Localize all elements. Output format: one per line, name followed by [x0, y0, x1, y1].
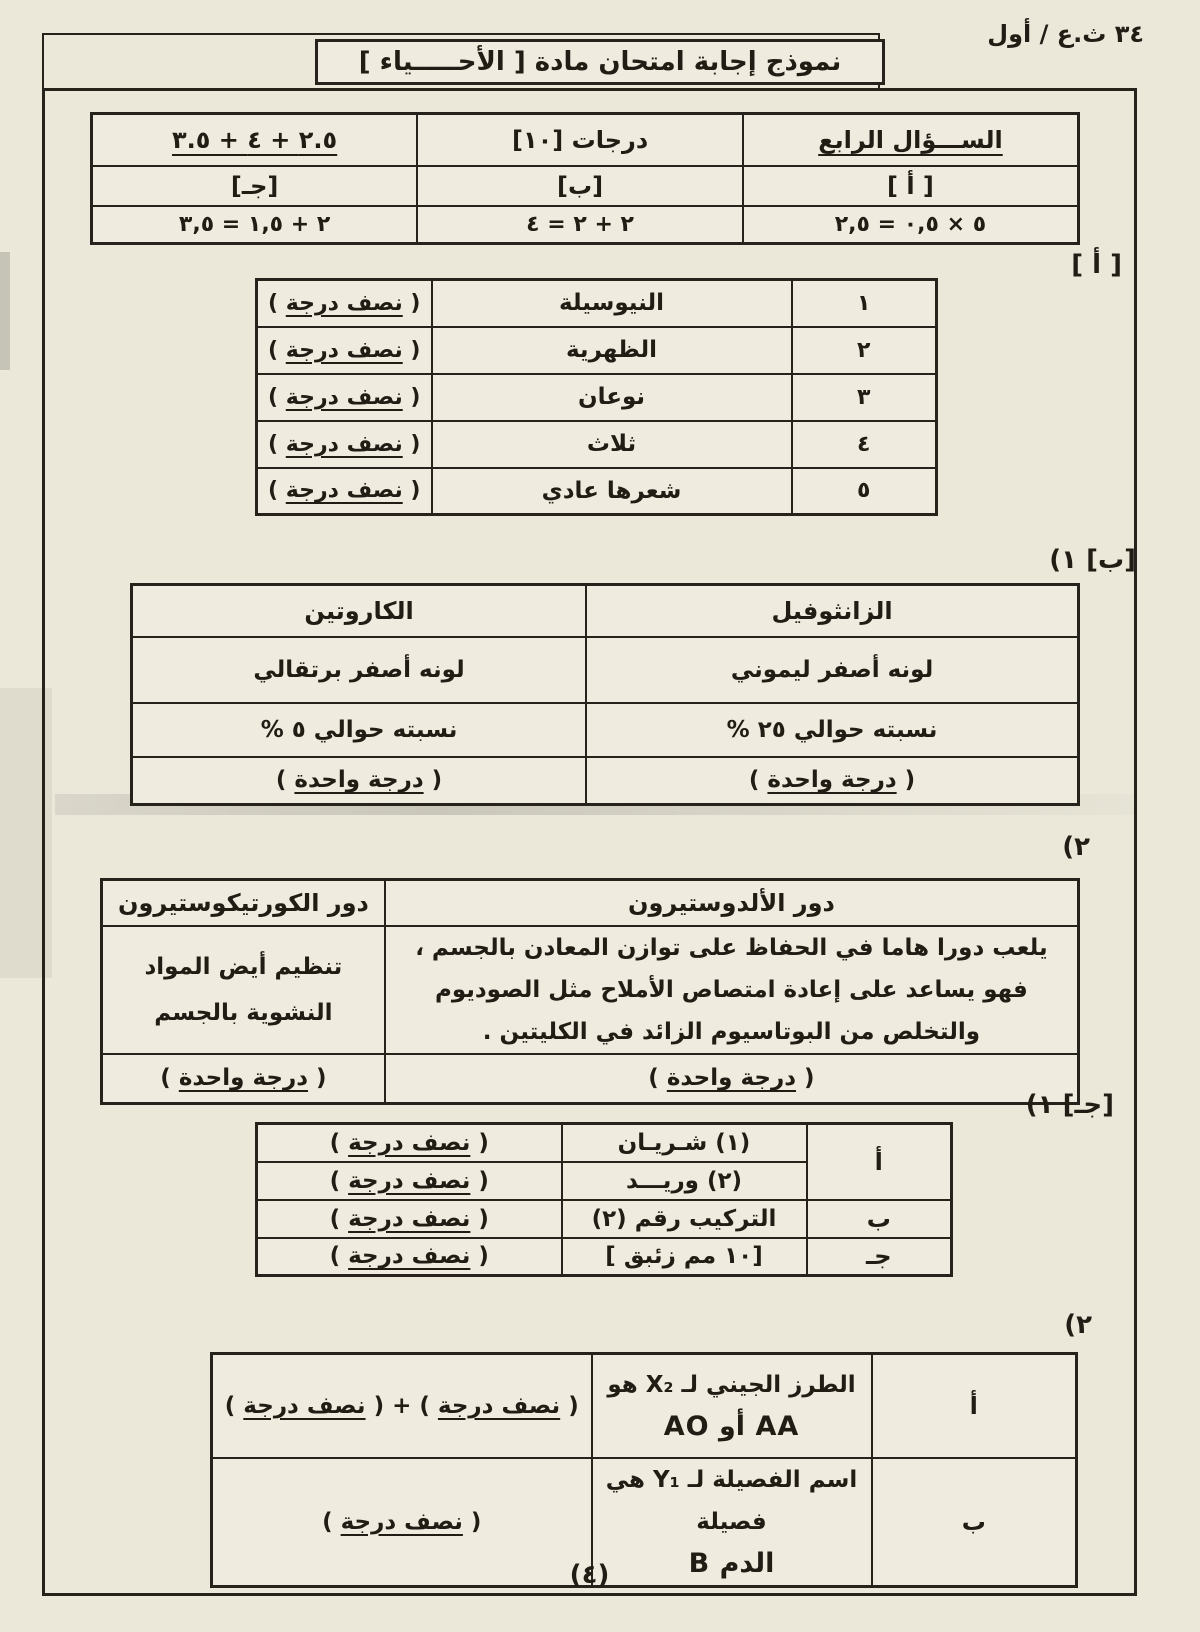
mark-cell: ( نصف درجة ) [257, 374, 432, 421]
section-c1-label: [جـ] ١) [1025, 1090, 1114, 1120]
blood-group-answer-line: الدم B [688, 1547, 775, 1579]
table-row [257, 1124, 952, 1162]
mark-cell: ( نصف درجة ) [257, 1238, 562, 1276]
table-row [257, 1200, 952, 1238]
summary-total-marks-cell: [١٠] درجات [417, 114, 743, 166]
table-row [257, 327, 937, 374]
section-b1-label: [ب] ١) [1049, 545, 1136, 575]
xanthophyll-carotene-table [130, 583, 1080, 806]
exam-title-box [315, 39, 885, 85]
summary-marks-breakdown-cell: ٢.٥ + ٤ + ٣.٥ [92, 114, 418, 166]
mark-cell: ( نصف درجة ) [257, 280, 432, 327]
table-row [102, 926, 1079, 1054]
item-letter-cell: جـ [807, 1238, 952, 1276]
answer-cell: [ ١٠ مم زئبق] [562, 1238, 807, 1276]
xanthophyll-ratio-cell: نسبته حوالي ٢٥ % [586, 703, 1078, 757]
carotene-header-cell: الكاروتين [132, 585, 587, 637]
mark-cell: ( درجة واحدة ) [132, 757, 587, 805]
answer-cell: نوعان [432, 374, 792, 421]
summary-part-b-cell: [ب] [417, 166, 743, 206]
section-c2-label: ٢) [1064, 1310, 1092, 1340]
mark-cell: ( نصف درجة ) + ( نصف درجة ) [212, 1354, 592, 1458]
mark-cell: ( نصف درجة ) [257, 327, 432, 374]
answer-cell: (١) شـريـان [562, 1124, 807, 1162]
item-number-cell: ٢ [792, 327, 937, 374]
genetics-answers-table [210, 1352, 1078, 1588]
corticosterone-role-cell: تنظيم أيض المواد النشوية بالجسم [102, 926, 385, 1054]
table-row [257, 374, 937, 421]
mark-cell: ( نصف درجة ) [257, 468, 432, 515]
item-letter-cell: أ [872, 1354, 1077, 1458]
marks-row [132, 757, 1079, 805]
item-number-cell: ٣ [792, 374, 937, 421]
answer-cell: (٢) وريـــد [562, 1162, 807, 1200]
class-code-label: ٣٤ ث.ع / أول [987, 20, 1144, 48]
mark-cell: ( نصف درجة ) [212, 1458, 592, 1587]
genotype-question-line: الطرز الجيني لـ X₂ هو [607, 1371, 856, 1398]
mark-cell: ( نصف درجة ) [257, 421, 432, 468]
aldosterone-header-cell: دور الألدوستيرون [385, 880, 1079, 926]
xanthophyll-header-cell: الزانثوفيل [586, 585, 1078, 637]
page-number: (٤) [569, 1560, 610, 1590]
marks-row [102, 1054, 1079, 1104]
item-letter-cell: ب [807, 1200, 952, 1238]
table-row [132, 703, 1079, 757]
answer-cell: شعرها عادي [432, 468, 792, 515]
summary-calc-c-cell: ٢ + ١,٥ = ٣,٥ [92, 206, 418, 244]
summary-question-title-cell: الســـؤال الرابع [743, 114, 1079, 166]
mark-cell: ( درجة واحدة ) [586, 757, 1078, 805]
aldosterone-corticosterone-table [100, 878, 1080, 1105]
carotene-color-cell: لونه أصفر برتقالي [132, 637, 587, 703]
summary-header-row [92, 114, 1079, 166]
summary-part-c-cell: [جـ] [92, 166, 418, 206]
item-letter-cell: ب [872, 1458, 1077, 1587]
summary-calc-row [92, 206, 1079, 244]
answer-cell: الظهرية [432, 327, 792, 374]
answer-cell: ثلاث [432, 421, 792, 468]
table-header-row [102, 880, 1079, 926]
blood-group-question-line: اسم الفصيلة لـ Y₁ هي فصيلة [605, 1466, 858, 1535]
section-a-answers-table [255, 278, 938, 516]
table-row [212, 1354, 1077, 1458]
summary-calc-a-cell: ٥ × ٠,٥ = ٢,٥ [743, 206, 1079, 244]
scan-artifact [0, 252, 10, 370]
exam-title: نموذج إجابة امتحان مادة [ الأحـــــياء ] [358, 47, 842, 77]
item-number-cell: ٥ [792, 468, 937, 515]
answer-cell [592, 1354, 872, 1458]
answer-cell: التركيب رقم (٢) [562, 1200, 807, 1238]
genotype-answer-line: AA أو AO [663, 1410, 800, 1442]
table-row [257, 421, 937, 468]
mark-cell: ( درجة واحدة ) [102, 1054, 385, 1104]
mark-cell: ( نصف درجة ) [257, 1162, 562, 1200]
marks-summary-table [90, 112, 1080, 245]
xanthophyll-color-cell: لونه أصفر ليموني [586, 637, 1078, 703]
corticosterone-header-cell: دور الكورتيكوستيرون [102, 880, 385, 926]
section-c1-answers-table [255, 1122, 953, 1277]
mark-cell: ( نصف درجة ) [257, 1124, 562, 1162]
aldosterone-role-cell: يلعب دورا هاما في الحفاظ على توازن المعادن بالجسم ، فهو يساعد على إعادة امتصاص الأملاح مثل الصوديوم والتخلص من البوتاسيوم الزائد في الكليتين . [385, 926, 1079, 1054]
answer-cell: النيوسيلة [432, 280, 792, 327]
table-row [257, 1238, 952, 1276]
item-number-cell: ٤ [792, 421, 937, 468]
carotene-ratio-cell: نسبته حوالي ٥ % [132, 703, 587, 757]
table-header-row [132, 585, 1079, 637]
summary-part-a-cell: [ أ ] [743, 166, 1079, 206]
header-strip [42, 33, 880, 90]
item-number-cell: ١ [792, 280, 937, 327]
section-a-label: [ أ ] [1071, 250, 1122, 280]
table-row [257, 468, 937, 515]
section-b2-label: ٢) [1062, 832, 1090, 862]
mark-cell: ( نصف درجة ) [257, 1200, 562, 1238]
summary-calc-b-cell: ٢ + ٢ = ٤ [417, 206, 743, 244]
table-row [132, 637, 1079, 703]
item-letter-cell: أ [807, 1124, 952, 1200]
mark-cell: ( درجة واحدة ) [385, 1054, 1079, 1104]
table-row [257, 280, 937, 327]
summary-part-row [92, 166, 1079, 206]
